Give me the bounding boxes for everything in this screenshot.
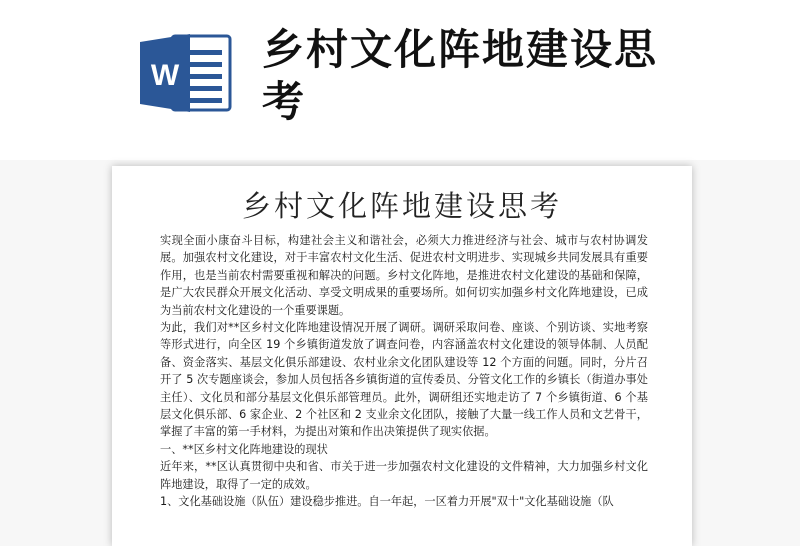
hero-banner: [0, 0, 800, 160]
document-body: [160, 232, 648, 511]
section-heading: 一、**区乡村文化阵地建设的现状: [160, 442, 328, 456]
document-paragraph: 1、文化基础设施（队伍）建设稳步推进。自一年起，一区着力开展"双十"文化基础设施（队: [160, 495, 614, 509]
document-paragraph: 近年来，**区认真贯彻中央和省、市关于进一步加强农村文化建设的文件精神，大力加强乡村文化阵地建设，取得了一定的成效。: [160, 460, 648, 491]
document-page: [112, 166, 692, 546]
document-title: 乡村文化阵地建设思考: [241, 189, 562, 223]
word-document-icon: [138, 30, 236, 116]
word-logo-letter: W: [150, 59, 180, 92]
document-paragraph: 实现全面小康奋斗目标，构建社会主义和谐社会，必须大力推进经济与社会、城市与农村协调发展。加强农村文化建设，对于丰富农村文化生活、促进农村文明进步、实现城乡共同发展具有重要作用，也是当前农村需要重视和解决的问题。乡村文化阵地，是推进农村文化建设的基础和保障，是广大农民群众开展文化活动、享受文明成果的重要场所。如何切实加强乡村文化阵地建设，已成为当前农村文化建设的一个重要课题。: [160, 234, 648, 317]
document-paragraph: 为此，我们对**区乡村文化阵地建设情况开展了调研。调研采取问卷、座谈、个别访谈、实地考察等形式进行，向全区 19 个乡镇街道发放了调查问卷，内容涵盖农村文化建设的领导体制、人员配备、资金落实、基层文化俱乐部建设、农村业余文化团队建设等 12 个方面的问题。同时，分片召开了 5 次专题座谈会，参加人员包括各乡镇街道的宣传委员、分管文化工作的乡镇长（街道办事处主任）、文化员和部分基层文化俱乐部管理员。此外，调研组还实地走访了 7 个乡镇街道、6 个基层文化俱乐部、6 家企业、2 个社区和 2 支业余文化团队，接触了大量一线工作人员和文艺骨干，掌握了丰富的第一手材料，为提出对策和作出决策提供了现实依据。: [160, 321, 648, 439]
page-title: 乡村文化阵地建设思考: [262, 25, 659, 126]
